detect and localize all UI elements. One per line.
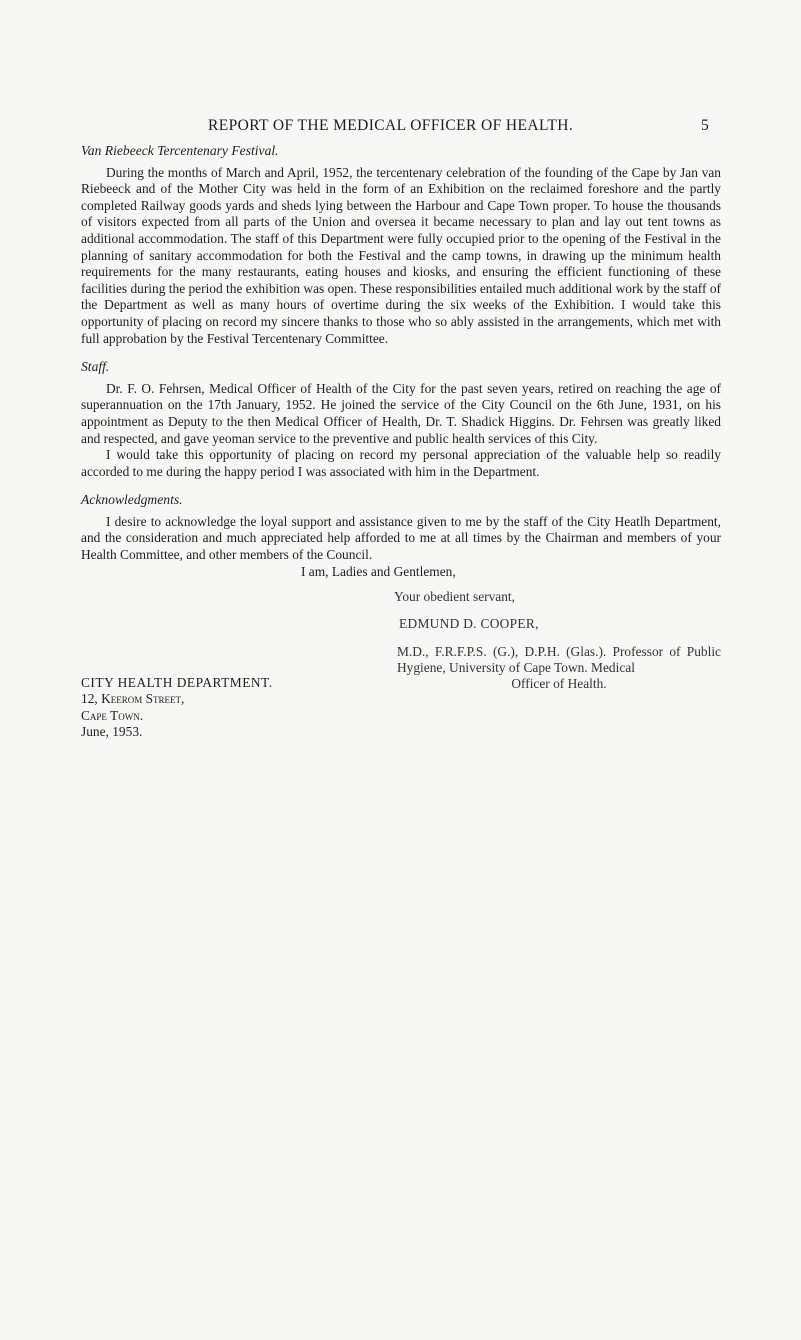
salutation-line: I am, Ladies and Gentlemen, <box>301 563 456 579</box>
signoff-line: Your obedient servant, <box>394 589 515 605</box>
signer-name: EDMUND D. COOPER, <box>399 615 539 631</box>
staff-paragraph-1: Dr. F. O. Fehrsen, Medical Officer of Health of the City for the past seven years, retired on reaching the age of superannuation on the 17th January, 1952. He joined the service of the City Council on the 6th June, 1931, on his appointment as Deputy to the then Medical Officer of Health, Dr. T. Shadick Higgins. Dr. Fehrsen was greatly liked and respected, and gave yeoman service to the preventive and public health services of this City. <box>81 380 721 446</box>
acknowledgments-heading: Acknowledgments. <box>81 492 183 508</box>
report-body <box>81 143 721 692</box>
acknowledgments-paragraph: I desire to acknowledge the loyal support and assistance given to me by the staff of the City Heatlh Department, and the consideration and much appreciated help afforded to me at all times by the Chairman and members of your Health Committee, and other members of the Council. <box>81 513 721 563</box>
festival-section <box>81 143 721 347</box>
department-name: CITY HEALTH DEPARTMENT. <box>81 675 273 690</box>
qualifications-text: M.D., F.R.F.P.S. (G.), D.P.H. (Glas.). Professor of Public Hygiene, University of Cape Town. Medical <box>397 644 721 676</box>
city-name: Cape Town. <box>81 707 144 723</box>
officer-title: Officer of Health. <box>511 676 607 692</box>
staff-section <box>81 359 721 480</box>
festival-paragraph: During the months of March and April, 1952, the tercentenary celebration of the founding of the Cape by Jan van Riebeeck and of the Mother City was held in the form of an Exhibition on the reclaimed foreshore and the partly completed Railway goods yards and sheds lying between the Harbour and Cape Town proper. To house the thousands of visitors expected from all parts of the Union and oversea it became necessary to plan and lay out tent towns as additional accommodation. The staff of this Department were fully occupied prior to the opening of the Festival in the planning of sanitary accommodation for both the Festival and the camp towns, in drawing up the minimum health requirements for the many restaurants, eating houses and kiosks, and ensuring the efficient functioning of these facilities during the period the exhibition was open. These responsibilities entailed much additional work by the staff of the Department as well as many hours of overtime during the six weeks of the Exhibition. I would take this opportunity of placing on record my sincere thanks to those who so ably assisted in the arrangements, which met with full approbation by the Festival Tercentenary Committee. <box>81 164 721 346</box>
staff-heading: Staff. <box>81 359 110 375</box>
signer-qualifications <box>397 644 721 692</box>
staff-paragraph-2: I would take this opportunity of placing on record my personal appreciation of the valuable help so readily accorded to me during the happy period I was associated with him in the Department. <box>81 447 721 479</box>
department-address <box>81 675 273 741</box>
festival-heading: Van Riebeeck Tercentenary Festival. <box>81 143 279 158</box>
page-number: 5 <box>701 117 710 134</box>
report-date: June, 1953. <box>81 724 143 740</box>
acknowledgments-section <box>81 492 721 580</box>
report-title: REPORT OF THE MEDICAL OFFICER OF HEALTH. <box>208 117 574 134</box>
street-address: 12, Keerom Street, <box>81 691 185 707</box>
